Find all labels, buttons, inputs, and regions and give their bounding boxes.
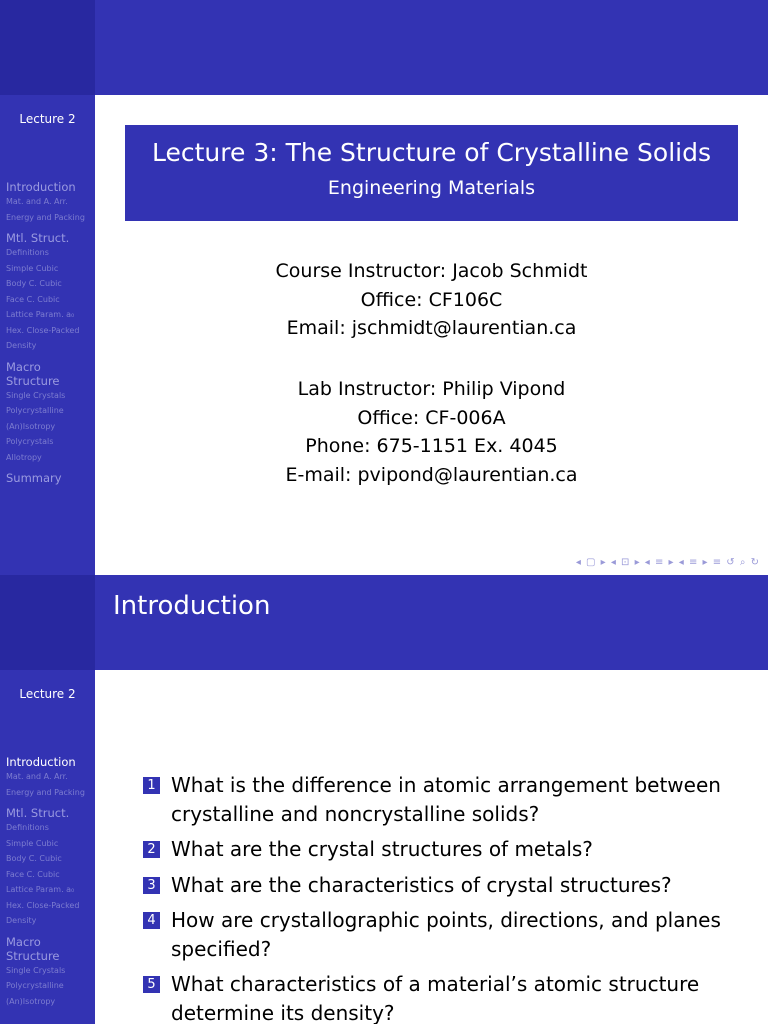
nav-item[interactable]: Body C. Cubic <box>6 854 62 863</box>
nav-section-macro-structure[interactable]: Macro Structure <box>6 359 60 388</box>
nav-section-introduction[interactable]: Introduction <box>6 755 76 769</box>
nav-section-macro-structure[interactable]: Macro Structure <box>6 934 60 963</box>
sidebar <box>0 575 95 1024</box>
info-line: E-mail: pvipond@laurentian.ca <box>285 463 578 486</box>
item-number-badge: 1 <box>143 777 160 794</box>
question-list <box>143 771 743 1024</box>
frame-header <box>95 575 768 670</box>
nav-section-introduction[interactable]: Introduction <box>6 180 76 194</box>
info-line: Lab Instructor: Philip Vipond <box>297 378 566 400</box>
info-line: Office: CF-006A <box>357 406 506 429</box>
nav-item[interactable]: Polycrystalline <box>6 981 64 990</box>
nav-item[interactable]: Polycrystals <box>6 437 54 446</box>
nav-section-mtl-struct[interactable]: Mtl. Struct. <box>6 806 70 820</box>
nav-item[interactable]: Face C. Cubic <box>6 294 60 304</box>
item-number-badge: 2 <box>143 841 160 858</box>
nav-item[interactable]: Allotropy <box>6 452 42 462</box>
nav-item[interactable]: Energy and Packing <box>6 787 85 797</box>
nav-item[interactable]: Definitions <box>6 248 49 257</box>
question-text: What are the crystal structures of metals? <box>171 837 593 861</box>
item-number-badge: 5 <box>143 976 160 993</box>
question-text: How are crystallographic points, directions, and planes specified? <box>171 908 721 961</box>
info-line: Phone: 675-1151 Ex. 4045 <box>305 435 558 457</box>
nav-item[interactable]: (An)Isotropy <box>6 421 56 431</box>
slide-introduction <box>0 575 768 1024</box>
nav-item[interactable]: Face C. Cubic <box>6 869 60 879</box>
nav-item[interactable]: Simple Cubic <box>6 838 59 848</box>
nav-item[interactable]: Lattice Param. a₀ <box>6 310 75 319</box>
nav-item[interactable]: Definitions <box>6 823 49 832</box>
sidebar-lecture-title[interactable]: Lecture 2 <box>19 687 76 701</box>
sidebar-nav <box>6 755 94 1009</box>
nav-item[interactable]: Energy and Packing <box>6 212 85 222</box>
presentation-title: Lecture 3: The Structure of Crystalline Solids <box>152 138 711 167</box>
frame-title: Introduction <box>113 591 271 621</box>
question-text: What are the characteristics of crystal structures? <box>171 872 672 897</box>
question-text: What characteristics of a material’s atomic structure determine its density? <box>171 972 700 1024</box>
lab-instructor-info <box>95 375 768 489</box>
course-instructor-info <box>95 257 768 343</box>
nav-item[interactable]: Simple Cubic <box>6 263 59 273</box>
frame-header <box>95 0 768 95</box>
nav-item[interactable]: (An)Isotropy <box>6 996 56 1006</box>
sidebar-nav <box>6 180 94 485</box>
list-item <box>143 771 743 828</box>
list-item <box>143 835 743 864</box>
title-block <box>125 125 738 221</box>
nav-item[interactable]: Polycrystalline <box>6 406 64 415</box>
nav-section-summary[interactable]: Summary <box>6 471 62 485</box>
list-item <box>143 906 743 963</box>
nav-item[interactable]: Body C. Cubic <box>6 279 62 288</box>
nav-item[interactable]: Mat. and A. Arr. <box>6 197 68 206</box>
nav-item[interactable]: Single Crystals <box>6 390 66 400</box>
info-line: Email: jschmidt@laurentian.ca <box>286 317 577 339</box>
nav-item[interactable]: Mat. and A. Arr. <box>6 772 68 781</box>
sidebar-lecture-title[interactable]: Lecture 2 <box>19 112 76 126</box>
sidebar <box>0 0 95 575</box>
nav-item[interactable]: Density <box>6 916 37 925</box>
nav-item[interactable]: Hex. Close-Packed <box>6 325 80 335</box>
list-item <box>143 871 743 900</box>
nav-item[interactable]: Lattice Param. a₀ <box>6 885 75 894</box>
sidebar-header <box>0 0 95 95</box>
nav-item[interactable]: Hex. Close-Packed <box>6 900 80 910</box>
presentation-subtitle: Engineering Materials <box>327 177 536 199</box>
beamer-navigation-symbols[interactable]: ◂ ▢ ▸ ◂ ⊡ ▸ ◂ ≡ ▸ ◂ ≡ ▸ ≡ ↺ ⌕ ↻ <box>575 557 760 568</box>
info-line: Office: CF106C <box>360 288 503 311</box>
sidebar-header <box>0 575 95 670</box>
item-number-badge: 3 <box>143 877 160 894</box>
question-text: What is the difference in atomic arrangement between crystalline and noncrystalline solids? <box>171 773 721 826</box>
list-item <box>143 970 743 1024</box>
info-line: Course Instructor: Jacob Schmidt <box>275 260 588 282</box>
nav-section-mtl-struct[interactable]: Mtl. Struct. <box>6 231 70 245</box>
nav-item[interactable]: Single Crystals <box>6 965 66 975</box>
item-number-badge: 4 <box>143 912 160 929</box>
nav-item[interactable]: Density <box>6 341 37 350</box>
